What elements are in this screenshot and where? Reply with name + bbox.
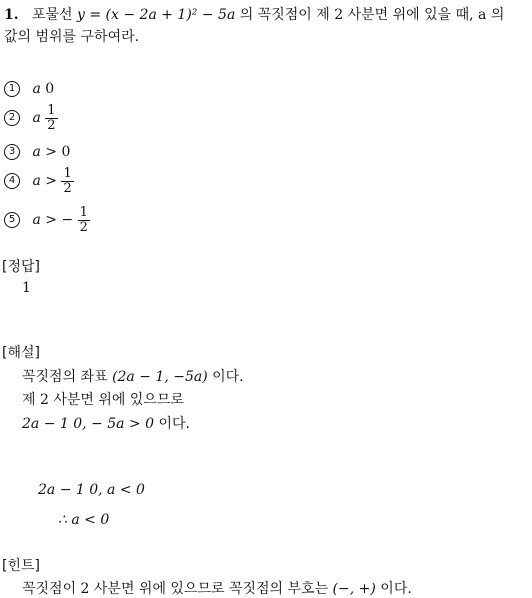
question-number: 1. bbox=[4, 7, 19, 23]
answer-value: 1 bbox=[22, 280, 31, 296]
choice-2[interactable]: 2 a $\frac{1}{2}$ bbox=[4, 104, 58, 132]
explanation-conclusion: ∴ a < 0 bbox=[58, 512, 110, 528]
choice-mark: 1 bbox=[4, 81, 20, 97]
choice-mark: 5 bbox=[4, 212, 20, 228]
question-line-1 bbox=[4, 4, 504, 24]
question-formula: y = (x − 2a + 1)² − 5a bbox=[77, 7, 236, 23]
explanation-line-1: 꼭짓점의 좌표 (2a − 1, −5a) 이다. bbox=[22, 369, 244, 385]
question-prefix: 포물선 bbox=[31, 7, 73, 23]
fraction: $\frac{1}{2}$ bbox=[47, 103, 56, 133]
explanation-line-4: 2a − 1 0, a < 0 bbox=[38, 482, 145, 498]
question-suffix: 의 꼭짓점이 제 2 사분면 위에 있을 때, a 의 bbox=[239, 7, 505, 23]
choice-3[interactable]: 3 a > 0 bbox=[4, 144, 70, 160]
explanation-header: [해설] bbox=[2, 345, 40, 361]
choice-5[interactable]: 5 a > − $\frac{1}{2}$ bbox=[4, 206, 90, 234]
choice-mark: 4 bbox=[4, 173, 20, 189]
hint-text: 꼭짓점이 2 사분면 위에 있으므로 꼭짓점의 부호는 (−, +) 이다. bbox=[22, 581, 412, 597]
choice-mark: 2 bbox=[4, 110, 20, 126]
choice-mark: 3 bbox=[4, 144, 20, 160]
question-line-2: 값의 범위를 구하여라. bbox=[4, 29, 140, 45]
fraction: $\frac{1}{2}$ bbox=[63, 166, 72, 196]
choice-4[interactable]: 4 a > $\frac{1}{2}$ bbox=[4, 167, 74, 195]
hint-header: [힌트] bbox=[2, 558, 40, 574]
choice-1[interactable]: 1 a 0 bbox=[4, 81, 54, 97]
explanation-line-3: 2a − 1 0, − 5a > 0 이다. bbox=[22, 416, 190, 432]
answer-header: [정답] bbox=[2, 259, 40, 275]
explanation-line-2: 제 2 사분면 위에 있으므로 bbox=[22, 392, 184, 408]
fraction: $\frac{1}{2}$ bbox=[79, 205, 88, 235]
